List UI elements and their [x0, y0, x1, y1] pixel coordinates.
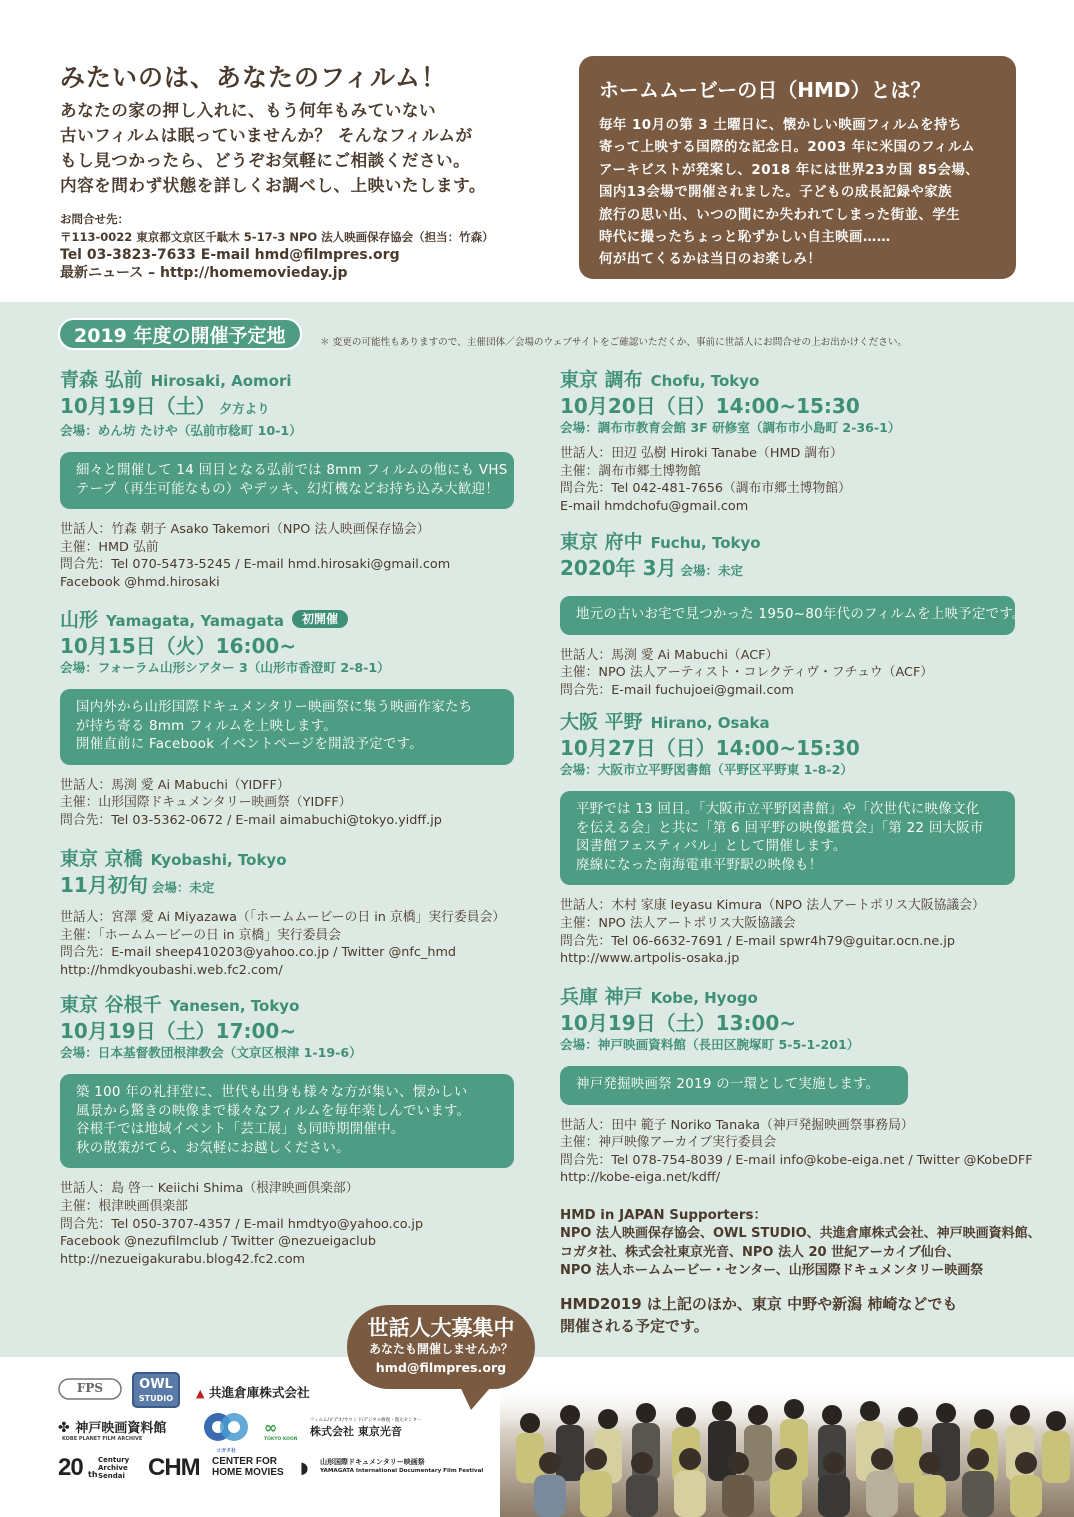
venue-info: [60, 777, 514, 830]
venue-chofu: [560, 368, 901, 515]
venue-date: [60, 393, 514, 422]
venue-kobe: [560, 985, 1033, 1187]
venue-description: [60, 1074, 514, 1168]
venue-hirano: [560, 710, 1015, 968]
venue-host: 主催：NPO 法人アートポリス大阪協議会: [560, 915, 796, 931]
venue-date: [560, 555, 1015, 584]
tokyo-koon-mark-icon: ∞: [264, 1418, 278, 1437]
venue-date: [560, 735, 1015, 761]
hmd-about-title: ホームムービーの日（HMD）とは？: [599, 78, 931, 102]
hmd-about-line: 寄って上映する国際的な記念日。2003 年に米国のフィルム: [599, 140, 976, 156]
owl-logo-text: OWL: [139, 1377, 173, 1392]
century-text: Sendai: [98, 1472, 125, 1480]
hmd-about-line: 時代に撮ったちょっと恥ずかしい自主映画……: [599, 230, 891, 246]
venue-name-en: Chofu, Tokyo: [650, 372, 760, 390]
venue-host: 主催：NPO 法人アーティスト・コレクティヴ・フチュウ（ACF）: [560, 665, 934, 681]
other-venues-line: HMD2019 は上記のほか、東京 中野や新潟 柿崎などでも: [560, 1295, 958, 1313]
venue-info: [560, 1117, 1033, 1187]
venue-description-line: 風景から驚きの映像まで様々なフィルムを毎年楽しんでいます。: [76, 1103, 471, 1119]
venue-date-text: 10月20日（日）14:00~15:30: [560, 394, 860, 418]
tokyo-koon-mark-logo: [264, 1418, 298, 1442]
venue-description-line: 谷根千では地域イベント「芸工展」も同時期開催中。: [76, 1122, 405, 1138]
venue-name: [560, 710, 1015, 735]
venue-date-note: 会場：未定: [680, 563, 744, 578]
venue-date-text: 11月初旬: [60, 873, 148, 897]
venue-organizer: 世話人：竹森 朝子 Asako Takemori（NPO 法人映画保存協会）: [60, 522, 430, 538]
venue-host: 主催：調布市郷土博物館: [560, 463, 701, 479]
venue-date-note: 夕方より: [219, 401, 270, 416]
venue-yamagata: [60, 608, 514, 830]
supporters-line: コガタ社、株式会社東京光音、NPO 法人 20 世紀アーカイブ仙台、: [560, 1244, 960, 1260]
venue-info: [60, 1180, 514, 1268]
venue-contact: 問合先：Tel 042-481-7656（調布市郷土博物館）: [560, 481, 851, 497]
venue-place: 会場：フォーラム山形シアター 3（山形市香澄町 2-8-1）: [60, 660, 390, 675]
venue-description-line: 築 100 年の礼拝堂に、世代も出身も様々な方が集い、懐かしい: [76, 1085, 468, 1100]
hmd-about-box: [579, 56, 1016, 279]
venue-date: [560, 393, 901, 419]
venue-contact: 問合先：Tel 06-6632-7691 / E-mail spwr4h79@guitar.ocn.ne.jp: [560, 933, 956, 949]
venue-date: [560, 1010, 1033, 1036]
venue-website: http://www.artpolis-osaka.jp: [560, 951, 740, 967]
venue-name: [60, 608, 514, 633]
kobe-logo-subtext: KOBE PLANET FILM ARCHIVE: [62, 1436, 143, 1442]
lead-line: 古いフィルムは眠っていませんか？ そんなフィルムが: [60, 126, 473, 145]
sponsor-logos: [58, 1372, 508, 1492]
venue-date-text: 10月19日（土）17:00~: [60, 1019, 297, 1043]
chm-text: CHM: [148, 1454, 200, 1481]
venue-host: 主催：HMD 弘前: [60, 539, 159, 555]
venue-date-text: 10月19日（土）13:00~: [560, 1011, 797, 1035]
contact-label: お問合せ先：: [60, 212, 129, 226]
kogata-logo-text: コガタ社: [215, 1448, 236, 1454]
recruit-email-link[interactable]: hmd@filmpres.org: [375, 1360, 507, 1375]
contact-address: 〒113-0022 東京都文京区千駄木 5-17-3 NPO 法人映画保存協会（担当：竹森）: [60, 230, 494, 244]
recruit-subtitle: あなたも開催しませんか？: [368, 1342, 513, 1356]
century-text: Century: [98, 1456, 130, 1464]
venue-website: http://hmdkyoubashi.web.fc2.com/: [60, 962, 283, 978]
venue-name-ja: 兵庫 神戸: [560, 986, 643, 1008]
venue-name: [60, 847, 505, 872]
venue-info: [60, 909, 505, 979]
venue-organizer: 世話人：馬渕 愛 Ai Mabuchi（ACF）: [560, 647, 779, 663]
venue-date-note: 会場：未定: [151, 880, 215, 895]
venue-kyobashi: [60, 847, 505, 979]
venue-name-en: Kobe, Hyogo: [650, 989, 758, 1007]
supporters-block: [560, 1207, 1041, 1281]
venue-name-ja: 青森 弘前: [60, 369, 143, 391]
venue-name-en: Hirosaki, Aomori: [150, 372, 292, 390]
venue-info: [560, 445, 901, 515]
venue-name-ja: 山形: [60, 609, 99, 631]
venue-description: [60, 689, 514, 765]
schedule-title: 2019 年度の開催予定地: [58, 318, 302, 350]
venue-social: Facebook @hmd.hirosaki: [60, 574, 220, 590]
venue-description: [560, 596, 1026, 635]
venue-date: [60, 1018, 514, 1044]
venue-info: [60, 521, 514, 591]
chm-subtext: CENTER FOR: [212, 1456, 277, 1467]
kyoshin-logo-text: 共進倉庫株式会社: [208, 1385, 310, 1400]
venue-organizer: 世話人：木村 家康 Ieyasu Kimura（NPO 法人アートポリス大阪協議会）: [560, 898, 985, 914]
owl-studio-logo: [132, 1372, 180, 1408]
chm-subtext: HOME MOVIES: [212, 1467, 284, 1478]
tokyo-koon-mark-text: TOKYO KOON: [264, 1437, 298, 1442]
venue-host: 主催：山形国際ドキュメンタリー映画祭（YIDFF）: [60, 795, 352, 811]
venue-website: http://kobe-eiga.net/kdff/: [560, 1170, 721, 1186]
yidff-logo: [300, 1458, 484, 1477]
hmd-about-body: [599, 115, 1000, 272]
lead-line: もし見つかったら、どうぞお気軽にご相談ください。: [60, 151, 471, 170]
venue-description: [560, 791, 1015, 885]
venue-name: [60, 993, 514, 1018]
century-archive-logo: [58, 1454, 130, 1482]
fps-logo: [58, 1378, 122, 1404]
venue-description-line: 廃線になった南海電車平野駅の映像も！: [576, 857, 823, 873]
venue-description-line: テープ（再生可能なもの）やデッキ、幻灯機などお持ち込み大歓迎！: [76, 481, 499, 497]
venue-host: 主催：根津映画倶楽部: [60, 1198, 188, 1214]
other-venues-note: [560, 1293, 957, 1337]
venue-place: 会場：めん坊 たけや（弘前市稔町 10-1）: [60, 423, 302, 438]
century-suffix: th: [88, 1470, 98, 1479]
venue-name-en: Hirano, Osaka: [650, 714, 770, 732]
hmd-about-line: 旅行の思い出、いつの間にか失われてしまった街並、学生: [599, 207, 961, 223]
venue-name-en: Kyobashi, Tokyo: [150, 851, 287, 869]
venue-place: 会場：大阪市立平野図書館（平野区平野東 1-8-2）: [560, 762, 854, 777]
tokyo-koon-text: 株式会社 東京光音: [310, 1425, 402, 1438]
venue-name: [560, 530, 1015, 555]
page-headline: みたいのは、あなたのフィルム！: [60, 63, 448, 92]
venue-place: 会場：神戸映画資料館（長田区腕塚町 5-5-1-201）: [560, 1037, 860, 1052]
hmd-about-line: 毎年 10月の第 3 土曜日に、懐かしい映画フィルムを持ち: [599, 118, 962, 133]
venue-name-ja: 東京 京橋: [60, 848, 143, 870]
supporters-line: NPO 法人ホームムービー・センター、山形国際ドキュメンタリー映画祭: [560, 1263, 984, 1279]
venue-contact: 問合先：E-mail fuchujoei@gmail.com: [560, 682, 794, 698]
tokyo-koon-subtext: フィルム/ビデオ/サウンド/デジタル修復・復元センター: [310, 1418, 422, 1423]
fps-logo-text: FPS: [76, 1381, 104, 1395]
venue-description-line: 平野では 13 回目。「大阪市立平野図書館」や「次世代に映像文化: [576, 802, 980, 817]
century-number: 20: [58, 1454, 83, 1481]
venue-hirosaki: [60, 368, 514, 592]
contact-block: [60, 210, 494, 282]
venue-description-line: 神戸発掘映画祭 2019 の一環として実施します。: [576, 1077, 880, 1092]
venue-name-en: Yamagata, Yamagata: [106, 612, 284, 630]
tokyo-koon-logo: [310, 1417, 421, 1439]
venue-description-line: 細々と開催して 14 回目となる弘前では 8mm フィルムの他にも VHS: [76, 463, 508, 478]
yidff-mark-icon: ◗: [300, 1458, 309, 1477]
venue-contact: 問合先：Tel 050-3707-4357 / E-mail hmdtyo@yahoo.co.jp: [60, 1216, 424, 1232]
kyoshin-mark-icon: ▲: [196, 1387, 205, 1400]
schedule-note: ＊ 変更の可能性もありますので、主催団体／会場のウェブサイトをご確認いただくか、事前に世話人にお問合せの上お出かけください。: [320, 337, 908, 348]
venue-name-ja: 東京 府中: [560, 531, 643, 553]
venue-description-line: 図書館フェスティバル」として開催します。: [576, 839, 847, 855]
other-venues-line: 開催される予定です。: [560, 1317, 709, 1335]
lead-line: 内容を問わず状態を詳しくお調べし、上映いたします。: [60, 176, 487, 195]
venue-organizer: 世話人：田辺 弘樹 Hiroki Tanabe（HMD 調布）: [560, 446, 843, 461]
supporters-line: NPO 法人映画保存協会、OWL STUDIO、共進倉庫株式会社、神戸映画資料館、: [560, 1226, 1041, 1242]
owl-logo-subtext: STUDIO: [138, 1394, 174, 1403]
venue-description: [560, 1066, 908, 1105]
venue-place: 会場：日本基督教団根津教会（文京区根津 1-19-6）: [60, 1045, 362, 1060]
venue-host: 主催：神戸映像アーカイブ実行委員会: [560, 1135, 777, 1151]
venue-name-ja: 東京 谷根千: [60, 994, 162, 1016]
venue-description-line: 秋の散策がてら、お気軽にお越しください。: [76, 1140, 350, 1156]
venue-name: [60, 368, 514, 393]
venue-contact: 問合先：E-mail sheep410203@yahoo.co.jp / Twitter @nfc_hmd: [60, 945, 457, 961]
venue-info: [560, 897, 1015, 967]
venue-name: [560, 368, 901, 393]
hmd-about-line: アーキビストが発案し、2018 年には世界23カ国 85会場、: [599, 162, 980, 178]
venue-email: E-mail hmdchofu@gmail.com: [560, 498, 749, 514]
yidff-subtext: YAMAGATA International Documentary Film Festival: [320, 1468, 484, 1474]
kobe-logo-text: 神戸映画資料館: [75, 1421, 167, 1436]
supporters-title: HMD in JAPAN Supporters：: [560, 1208, 767, 1223]
venue-description-line: 地元の古いお宅で見つかった 1950~80年代のフィルムを上映予定です。: [576, 607, 1026, 622]
center-for-home-movies-logo: [148, 1454, 284, 1482]
venue-info: [560, 647, 1015, 700]
venue-description: [60, 452, 514, 509]
lead-line: あなたの家の押し入れに、もう何年もみていない: [60, 101, 437, 120]
contact-tel: Tel 03-3823-7633 E-mail hmd@filmpres.org: [60, 247, 400, 263]
venue-date: [60, 633, 514, 659]
kogata-logo-mark: [200, 1411, 252, 1443]
kogata-logo: [200, 1411, 252, 1454]
venue-description-line: 国内外から山形国際ドキュメンタリー映画祭に集う映画作家たち: [76, 700, 473, 715]
venue-host: 主催：「ホームムービーの日 in 京橋」実行委員会: [60, 927, 341, 943]
venue-date: [60, 872, 505, 901]
venue-contact: 問合先：Tel 03-5362-0672 / E-mail aimabuchi@tokyo.yidff.jp: [60, 812, 442, 828]
hmd-about-line: 国内13会場で開催されました。子どもの成長記録や家族: [599, 185, 953, 201]
kobe-mark-icon: ✤: [58, 1420, 70, 1436]
contact-news: 最新ニュース – http://homemovieday.jp: [60, 265, 348, 281]
venue-description-line: を伝える会」と共に「第 6 回平野の映像鑑賞会」「第 22 回大阪市: [576, 820, 984, 836]
hmd-about-line: 何が出てくるかは当日のお楽しみ！: [599, 252, 822, 268]
venue-place: 会場：調布市教育会館 3F 研修室（調布市小島町 2-36-1）: [560, 420, 901, 435]
venue-description-line: 開催直前に Facebook イベントページを開設予定です。: [76, 737, 423, 753]
yidff-text: 山形国際ドキュメンタリー映画祭: [320, 1458, 425, 1466]
venue-date-text: 2020年 3月: [560, 556, 677, 580]
venue-organizer: 世話人：田中 範子 Noriko Tanaka（神戸発掘映画祭事務局）: [560, 1117, 914, 1133]
venue-fuchu: [560, 530, 1026, 699]
venue-contact: 問合先：Tel 078-754-8039 / E-mail info@kobe-eiga.net / Twitter @KobeDFF: [560, 1152, 1033, 1168]
venue-name: [560, 985, 1033, 1010]
lead-text: [60, 98, 486, 198]
venue-contact: 問合先：Tel 070-5473-5245 / E-mail hmd.hirosaki@gmail.com: [60, 557, 451, 573]
venue-social: Facebook @nezufilmclub / Twitter @nezueigaclub: [60, 1234, 376, 1250]
venue-website: http://nezueigakurabu.blog42.fc2.com: [60, 1251, 306, 1267]
first-event-badge: 初開催: [292, 610, 348, 628]
recruit-title: 世話人大募集中: [367, 1316, 515, 1340]
venue-name-ja: 東京 調布: [560, 369, 643, 391]
venue-organizer: 世話人：宮澤 愛 Ai Miyazawa（「ホームムービーの日 in 京橋」実行委員会）: [60, 910, 506, 925]
venue-date-text: 10月19日（土）: [60, 394, 216, 418]
kyoshin-logo: [196, 1382, 310, 1401]
group-photo: [500, 1385, 1074, 1517]
venue-date-text: 10月27日（日）14:00~15:30: [560, 736, 860, 760]
venue-name-en: Fuchu, Tokyo: [650, 534, 761, 552]
venue-organizer: 世話人：島 啓一 Keiichi Shima（根津映画倶楽部）: [60, 1181, 359, 1197]
venue-yanesen: [60, 993, 514, 1268]
venue-organizer: 世話人：馬渕 愛 Ai Mabuchi（YIDFF）: [60, 777, 290, 793]
century-text: Archive: [98, 1464, 128, 1472]
venue-name-en: Yanesen, Tokyo: [169, 997, 300, 1015]
kobe-archive-logo: [58, 1417, 166, 1442]
group-photo-image: [500, 1385, 1074, 1517]
venue-date-text: 10月15日（火）16:00~: [60, 634, 297, 658]
venue-description-line: が持ち寄る 8mm フィルムを上映します。: [76, 718, 337, 734]
venue-name-ja: 大阪 平野: [560, 711, 643, 733]
